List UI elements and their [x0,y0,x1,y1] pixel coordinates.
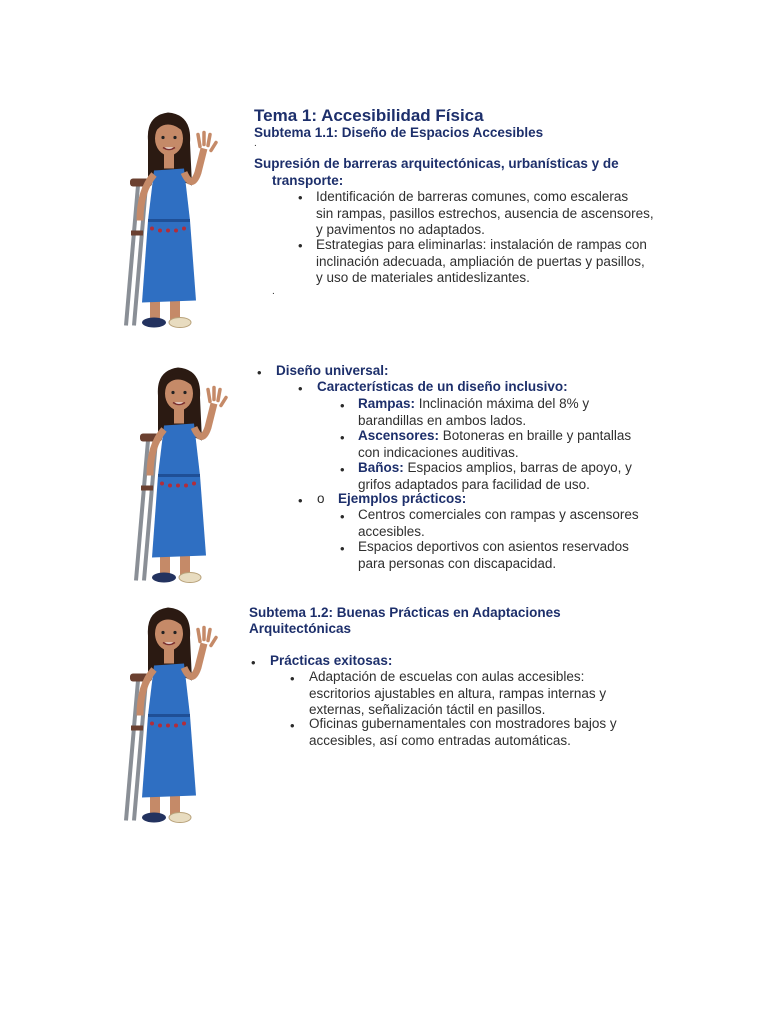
bullet-icon: • [340,430,345,445]
bullet-icon: • [290,671,295,686]
subtopic-title: Subtema 1.1: Diseño de Espacios Accesibles [254,125,544,140]
bullet-icon: • [257,365,262,380]
woman-with-crutch-illustration [118,108,218,338]
bullet-icon: • [298,381,303,396]
subtopic-title: Subtema 1.2: Buenas Prácticas en Adaptaciones [249,605,561,620]
dot-mark: . [254,138,257,149]
bullet-icon: • [340,509,345,524]
list-marker: o [317,491,325,506]
list-item: Adaptación de escuelas con aulas accesibles: escritorios ajustables en altura, rampas internas y externas, señalización táctil en pasillos. [309,669,607,717]
page-title: Tema 1: Accesibilidad Física [254,106,484,125]
sub-heading: Ejemplos prácticos: [338,491,467,506]
subtopic-title-cont: Arquitectónicas [249,621,352,636]
sub-heading: Características de un diseño inclusivo: [317,379,568,394]
list-item: Ascensores: Botoneras en braille y pantallas con indicaciones auditivas. [358,428,632,460]
section-heading: Supresión de barreras arquitectónicas, urbanísticas y de [254,156,619,171]
bullet-icon: • [298,190,303,205]
bullet-icon: • [298,238,303,253]
bullet-icon: • [340,462,345,477]
list-item: Rampas: Inclinación máxima del 8% y barandillas en ambos lados. [358,396,590,428]
list-item: Oficinas gubernamentales con mostradores bajos y accesibles, así como entradas automáticas. [309,716,617,748]
bullet-icon: • [298,493,303,508]
bullet-icon: • [340,398,345,413]
trailing-dot: . [272,286,275,297]
woman-with-crutch-illustration [128,363,228,593]
woman-with-crutch-illustration [118,603,218,833]
list-item: Centros comerciales con rampas y ascensores accesibles. [358,507,639,539]
bullet-icon: • [340,541,345,556]
list-item: Identificación de barreras comunes, como escaleras sin rampas, pasillos estrechos, ausencia de ascensores, y pavimentos no adaptados. [316,189,654,237]
section-heading: Prácticas exitosas: [270,653,393,668]
section-heading: Diseño universal: [276,363,389,378]
section-heading-cont: transporte: [272,173,344,188]
list-item: Baños: Espacios amplios, barras de apoyo, y grifos adaptados para facilidad de uso. [358,460,632,492]
bullet-icon: • [290,718,295,733]
list-item: Estrategias para eliminarlas: instalación de rampas con inclinación adecuada, ampliación de puertas y pasillos, y uso de materiales antideslizantes. [316,237,647,285]
bullet-icon: • [251,655,256,670]
list-item: Espacios deportivos con asientos reservados para personas con discapacidad. [358,539,629,571]
